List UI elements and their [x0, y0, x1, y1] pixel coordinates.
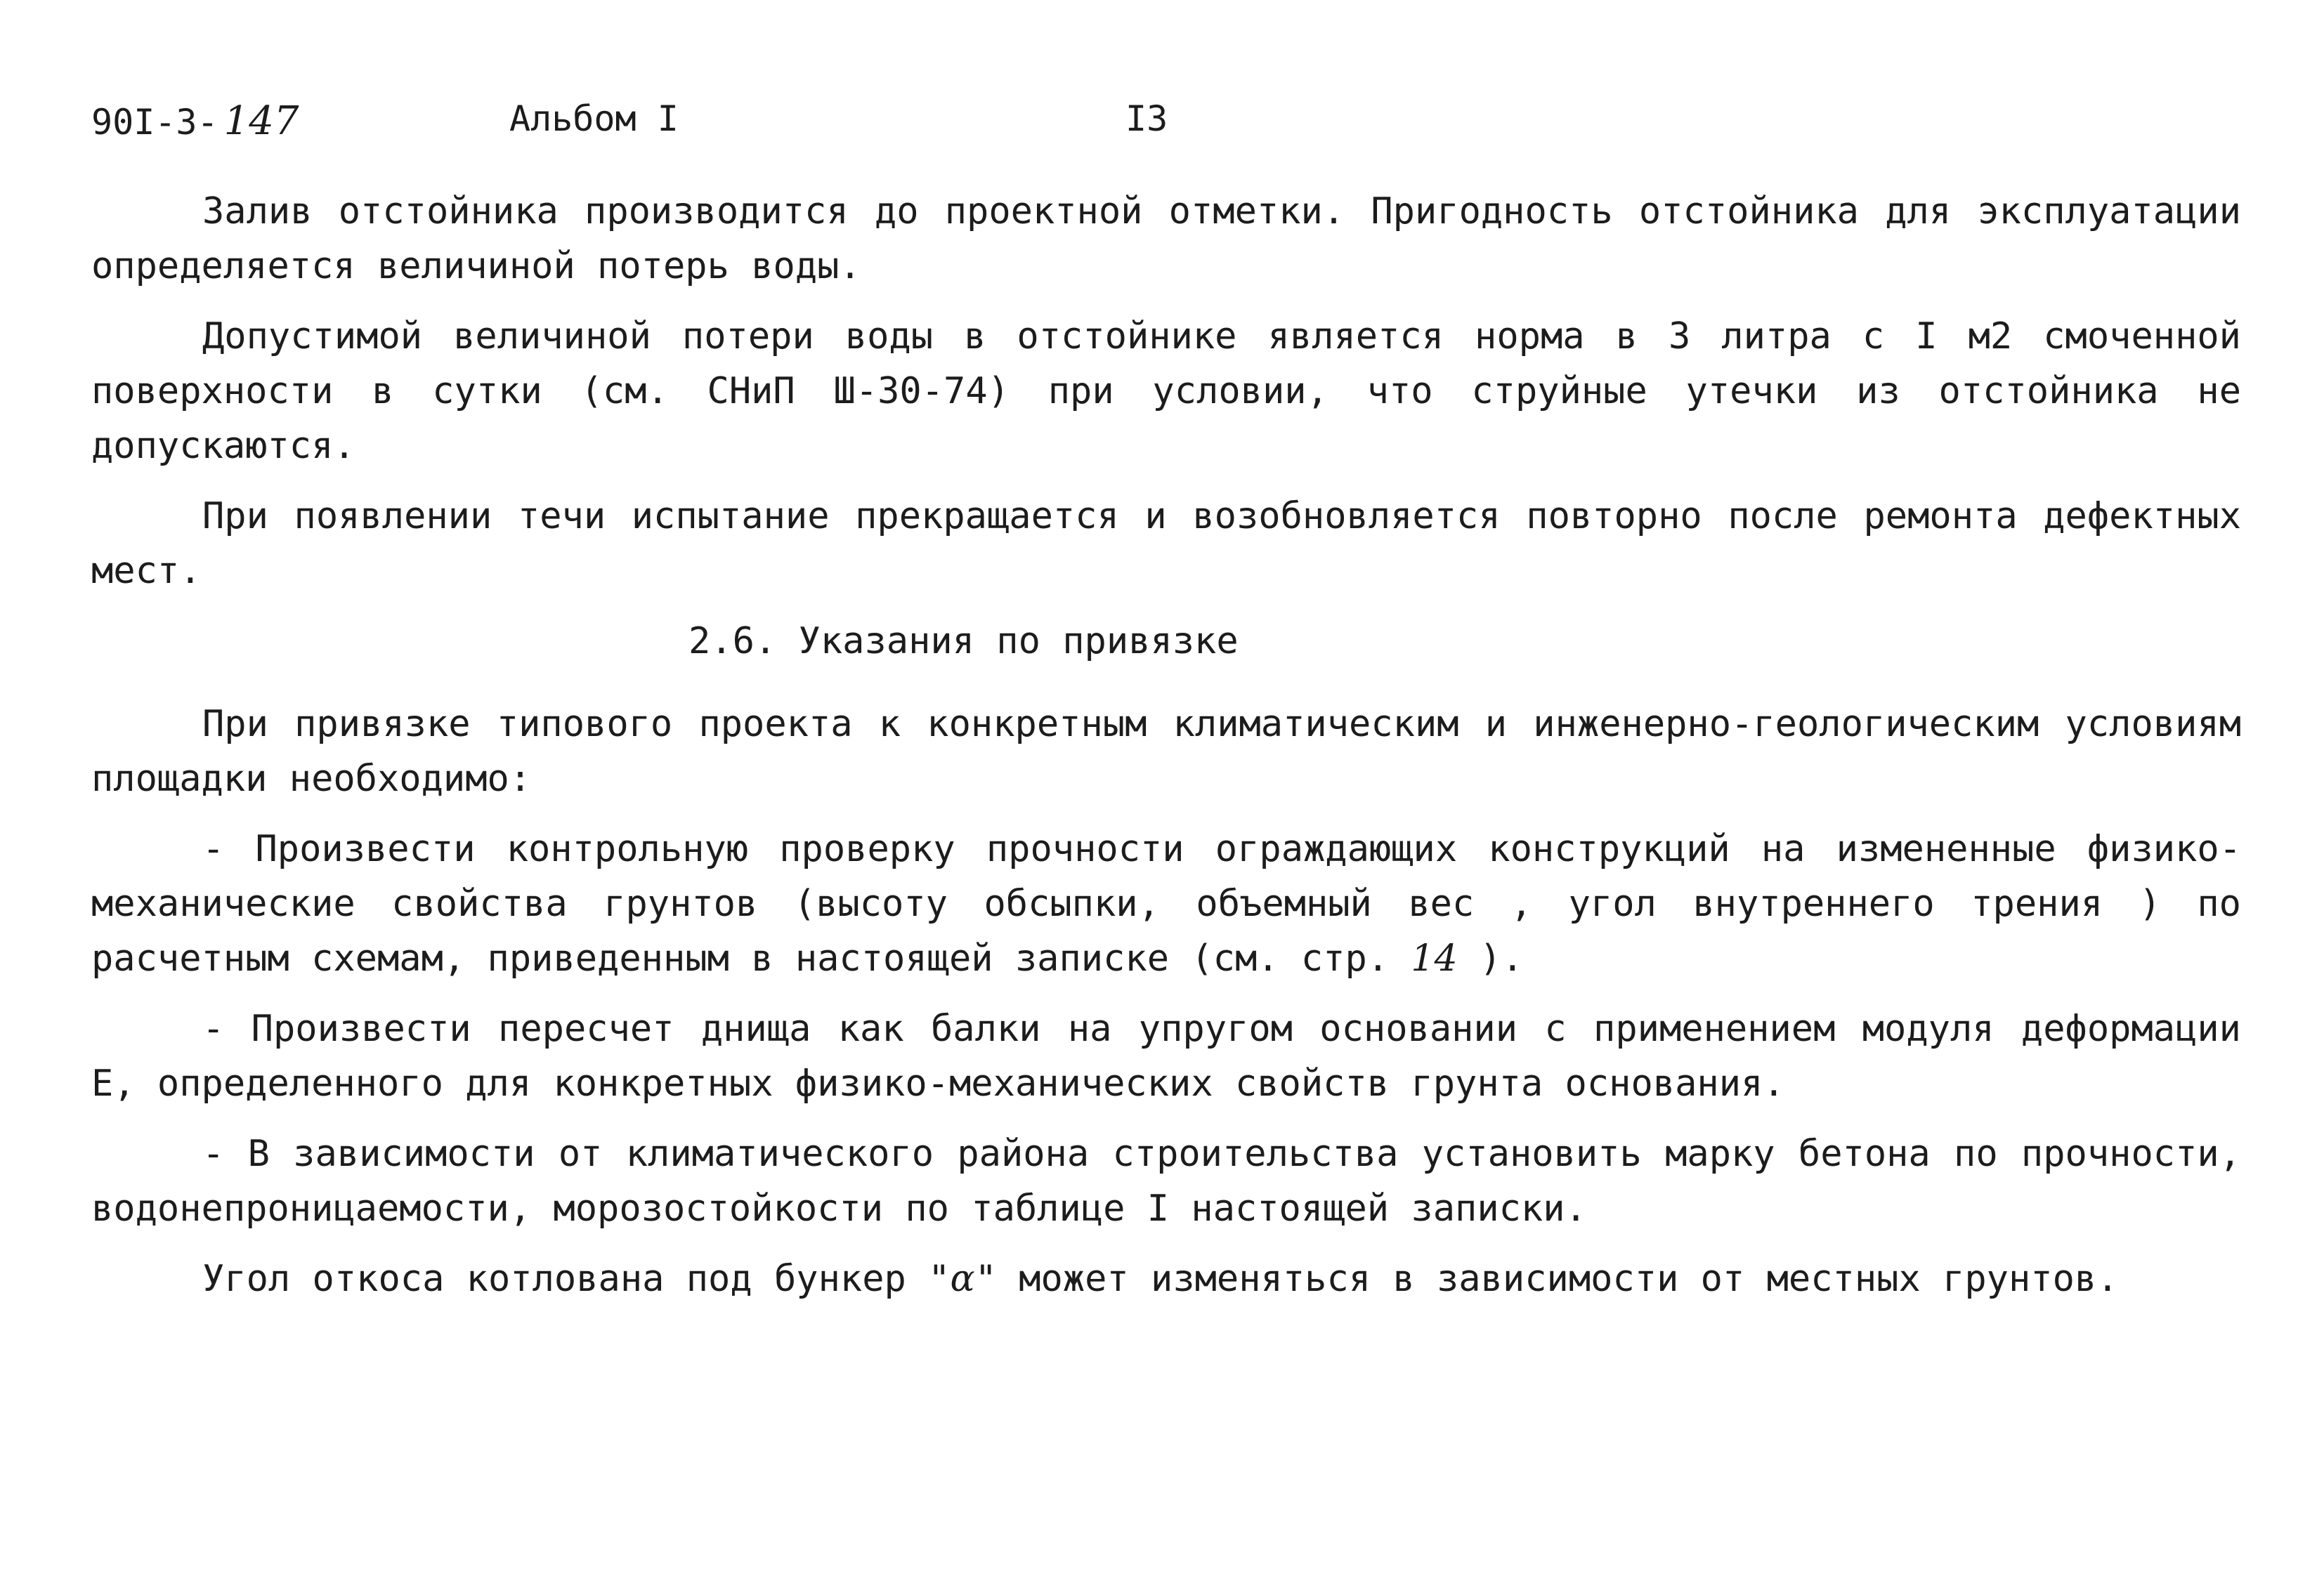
alpha-symbol: α: [950, 1258, 975, 1300]
handwritten-page-ref: 14: [1411, 938, 1458, 980]
slope-angle-end: " может изменяться в зависимости от местных грунтов.: [974, 1258, 2119, 1300]
page-header: [0, 98, 2324, 162]
paragraph-bottom-recalc: - Произвести пересчет днища как балки на упругом основании с применением модуля деформации Е, определенного для конкретных физико-механических свойств грунта основания.: [91, 1008, 2241, 1105]
paragraph-water-loss-norm: Допустимой величиной потери воды в отстойнике является норма в 3 литра с I м2 смоченной поверхности в сутки (см. СНиП Ш-30-74) при условии, что струйные утечки из отстойника не допускаются.: [91, 315, 2241, 467]
section-heading: 2.6. Указания по привязке: [688, 620, 1239, 662]
album-label: Альбом I: [509, 98, 679, 139]
document-code: [91, 98, 299, 144]
paragraph-leak: При появлении течи испытание прекращается и возобновляется повторно после ремонта дефектных мест.: [91, 495, 2241, 592]
paragraph-concrete-grade: - В зависимости от климатического района строительства установить марку бетона по прочности, водонепроницаемости, морозостойкости по таблице I настоящей записки.: [91, 1133, 2241, 1230]
strength-check-text: - Произвести контрольную проверку прочности ограждающих конструкций на измененные физико-механические свойства грунтов (высоту обсыпки, объемный вес , угол внутреннего трения ) по расчетным схемам, приведенным в настоящей записке (см. стр.: [91, 828, 2241, 980]
document-code-handwritten: 147: [223, 98, 299, 144]
slope-angle-text: Угол откоса котлована под бункер ": [202, 1258, 951, 1300]
strength-check-end: ).: [1457, 938, 1524, 980]
document-body: [91, 184, 2241, 1322]
paragraph-strength-check: [91, 822, 2241, 986]
paragraph-filling: Залив отстойника производится до проектной отметки. Пригодность отстойника для эксплуатации определяется величиной потерь воды.: [91, 190, 2241, 287]
page-number: I3: [1125, 98, 1168, 139]
document-code-printed: 90I-3-: [91, 102, 218, 143]
paragraph-slope-angle: [91, 1252, 2241, 1306]
paragraph-binding-intro: При привязке типового проекта к конкретным климатическим и инженерно-геологическим условиям площадки необходимо:: [91, 703, 2241, 800]
